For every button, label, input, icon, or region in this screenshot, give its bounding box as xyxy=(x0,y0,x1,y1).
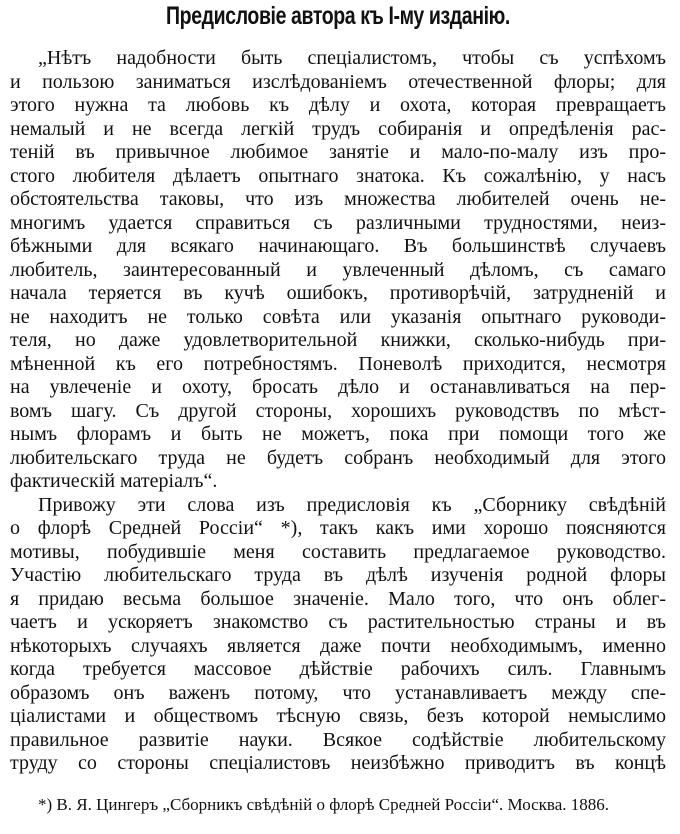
text-line: на увлеченіе и охоту, бросать дѣло и останавливаться на пер- xyxy=(10,376,666,398)
text-line: любитель, заинтересованный и увлеченный дѣломъ, съ самаго xyxy=(10,258,666,281)
text-line: ціалистами и обществомъ тѣсную связь, безъ которой немыслимо xyxy=(10,705,666,727)
text-line: Привожу эти слова изъ предисловія къ „Сборнику свѣдѣній xyxy=(38,493,666,516)
text-line: теній въ привычное любимое занятіе и мало-по-малу изъ про- xyxy=(10,141,666,163)
text-line: когда требуется массовое дѣйствіе рабочихъ силъ. Главнымъ xyxy=(10,658,666,680)
text-line: обстоятельства таковы, что изъ множества любителей очень не- xyxy=(10,188,666,210)
text-line: нымъ флорамъ и быть не можетъ, пока при помощи того же xyxy=(10,423,666,445)
text-line: мѣненной къ его потребностямъ. Поневолѣ приходится, несмотря xyxy=(10,352,666,375)
paragraph-2 xyxy=(10,494,666,776)
text-line: нѣкоторыхъ случаяхъ является даже почти необходимымъ, именно xyxy=(10,634,666,657)
text-line: о флорѣ Средней Россіи“ *), такъ какъ ими хорошо поясняются xyxy=(10,517,666,539)
document-page xyxy=(0,2,680,834)
footnote: *) В. Я. Цингеръ „Сборникъ свѣдѣній о флорѣ Средней Россіи“. Москва. 1886. xyxy=(38,795,610,814)
text-line: чаетъ и ускоряетъ знакомство съ растительностью страны и въ xyxy=(10,611,666,633)
text-line: образомъ онъ важенъ потому, что устанавливаетъ между спе- xyxy=(10,681,666,704)
text-line: труду со стороны спеціалистовъ неизбѣжно приводитъ въ концѣ xyxy=(10,752,666,774)
text-line: Участію любительскаго труда въ дѣлѣ изученія родной флоры xyxy=(10,564,666,586)
text-line: начала теряется въ кучѣ ошибокъ, противорѣчій, затрудненій и xyxy=(10,282,666,304)
text-line: немалый и не всегда легкій трудъ собиранія и опредѣленія рас- xyxy=(10,117,666,140)
text-line: многимъ удается справиться съ различными трудностями, неиз- xyxy=(10,211,666,234)
text-line: стого любителя дѣлаетъ опытнаго знатока. Къ сожалѣнію, у насъ xyxy=(10,164,666,187)
text-line: мотивы, побудившіе меня составить предлагаемое руководство. xyxy=(10,540,666,563)
text-line: фактическій матеріалъ“. xyxy=(10,470,218,492)
paragraph-1 xyxy=(10,47,666,494)
page-title: Предисловіе автора къ I-му изданію. xyxy=(166,2,510,30)
text-line: и пользою заниматься изслѣдованіемъ отечественной флоры; для xyxy=(10,70,666,93)
text-line: я придаю весьма большое значеніе. Мало того, что онъ облег- xyxy=(10,587,666,610)
text-line: „Нѣтъ надобности быть спеціалистомъ, чтобы съ успѣхомъ xyxy=(38,47,666,69)
text-line: не находитъ не только совѣта или указанія опытнаго руководи- xyxy=(10,305,666,328)
text-line: этого нужна та любовь къ дѣлу и охота, которая превращаетъ xyxy=(10,94,666,116)
text-line: теля, но даже удовлетворительной книжки, сколько-нибудь при- xyxy=(10,329,666,351)
body-text xyxy=(10,47,666,776)
text-line: бѣжными для всякаго начинающаго. Въ большинствѣ случаевъ xyxy=(10,235,666,257)
text-line: вомъ шагу. Съ другой стороны, хорошихъ руководствъ по мѣст- xyxy=(10,399,666,422)
text-line: любительскаго труда не будетъ собранъ необходимый для этого xyxy=(10,446,666,469)
text-line: правильное развитіе науки. Всякое содѣйствіе любительскому xyxy=(10,728,666,751)
